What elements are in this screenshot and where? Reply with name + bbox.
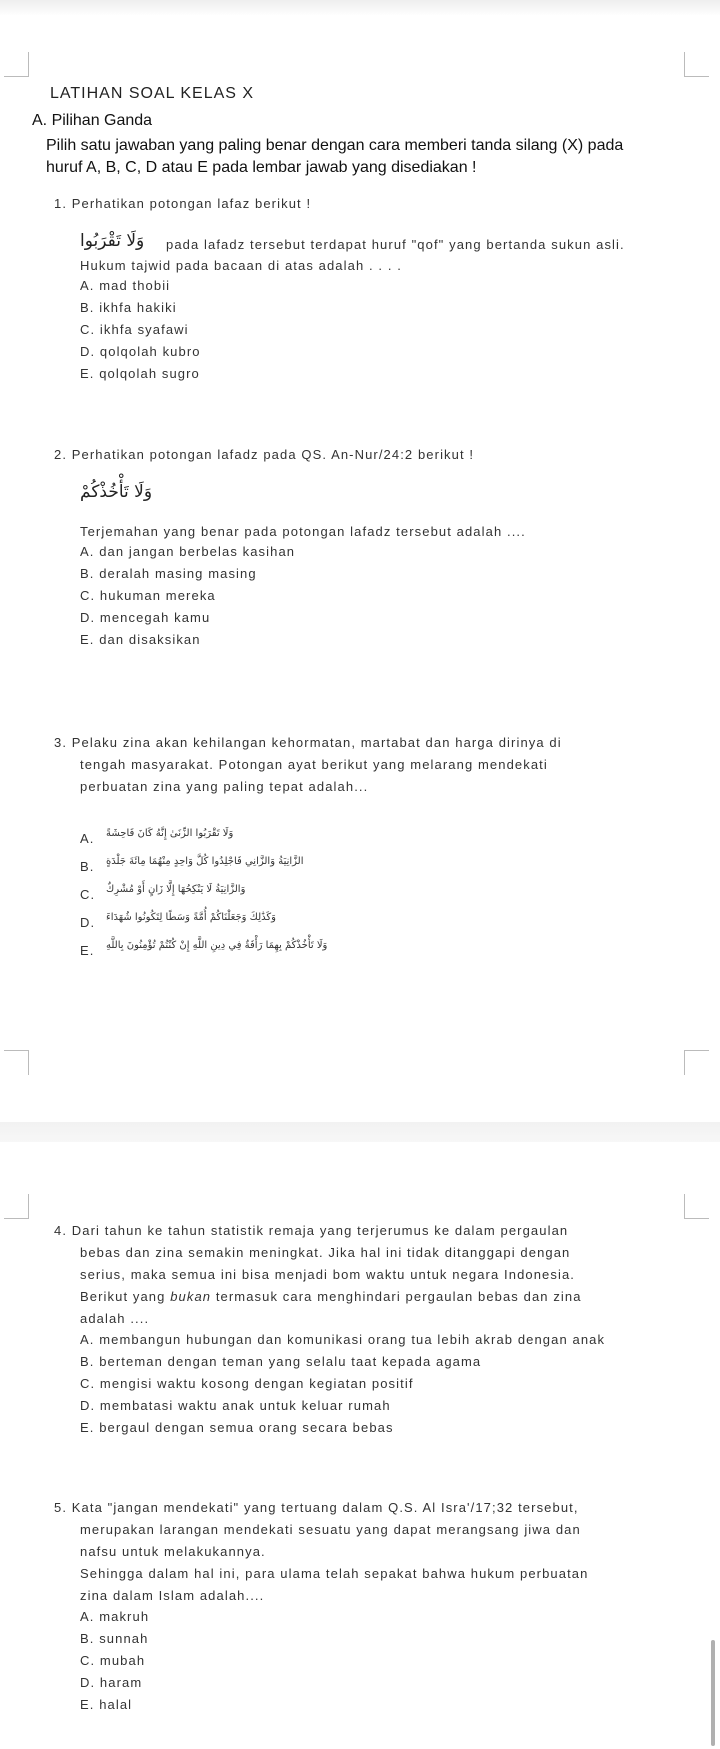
question-3-option-arabic: وَلَا تَقْرَبُوا الزِّنَىٰ إِنَّهُ كَانَ فَاحِشَةً xyxy=(106,828,234,839)
question-3-option-letter: E. xyxy=(80,943,95,958)
question-5-stem: Sehingga dalam hal ini, para ulama telah sepakat bahwa hukum perbuatan xyxy=(80,1566,589,1581)
question-2-stem: Terjemahan yang benar pada potongan lafadz tersebut adalah .... xyxy=(80,524,526,539)
page-separator xyxy=(0,1122,720,1142)
question-5-option: C. mubah xyxy=(80,1653,146,1668)
question-4-stem: adalah .... xyxy=(80,1311,150,1326)
page-corner-mark xyxy=(684,1194,709,1219)
question-4-stem-part: termasuk cara menghindari pergaulan bebas dan zina xyxy=(211,1289,582,1304)
question-4-option: C. mengisi waktu kosong dengan kegiatan positif xyxy=(80,1376,414,1391)
question-3-option-letter: B. xyxy=(80,859,95,874)
question-3-option-letter: C. xyxy=(80,887,96,902)
vertical-scrollbar[interactable] xyxy=(711,1640,715,1746)
question-4-stem: serius, maka semua ini bisa menjadi bom waktu untuk negara Indonesia. xyxy=(80,1267,576,1282)
question-1-option: C. ikhfa syafawi xyxy=(80,322,189,337)
question-3-option-letter: D. xyxy=(80,915,96,930)
question-4-option: D. membatasi waktu anak untuk keluar rumah xyxy=(80,1398,391,1413)
question-3-stem: 3. Pelaku zina akan kehilangan kehormatan, martabat dan harga dirinya di xyxy=(54,735,562,750)
page-corner-mark xyxy=(684,1050,709,1075)
instruction-line: huruf A, B, C, D atau E pada lembar jawab yang disediakan ! xyxy=(46,159,477,176)
question-1-stem: 1. Perhatikan potongan lafaz berikut ! xyxy=(54,196,312,211)
question-5-option: B. sunnah xyxy=(80,1631,149,1646)
question-1-option: B. ikhfa hakiki xyxy=(80,300,177,315)
question-1-stem: Hukum tajwid pada bacaan di atas adalah . . . . xyxy=(80,258,402,273)
viewer-top-shade xyxy=(0,0,720,16)
question-3-option-arabic: الزَّانِيَةُ وَالزَّانِي فَاجْلِدُوا كُلَّ وَاحِدٍ مِنْهُمَا مِائَةَ جَلْدَةٍ xyxy=(106,856,304,867)
question-3-stem: tengah masyarakat. Potongan ayat berikut yang melarang mendekati xyxy=(80,757,548,772)
instruction-line: Pilih satu jawaban yang paling benar dengan cara memberi tanda silang (X) pada xyxy=(46,137,624,154)
question-3-option-letter: A. xyxy=(80,831,95,846)
question-1-stem: pada lafadz tersebut terdapat huruf "qof" yang bertanda sukun asli. xyxy=(166,237,625,252)
question-4-option: B. berteman dengan teman yang selalu taat kepada agama xyxy=(80,1354,482,1369)
question-2-arabic: وَلَا تَأْخُذْكُمْ xyxy=(80,482,153,502)
question-3-option-arabic: وَالزَّانِيَةُ لَا يَنْكِحُهَا إِلَّا زَانٍ أَوْ مُشْرِكٌ xyxy=(106,884,246,895)
document-page-1 xyxy=(0,16,720,1122)
page-corner-mark xyxy=(4,1194,29,1219)
question-5-stem: merupakan larangan mendekati sesuatu yang dapat merangsang jiwa dan xyxy=(80,1522,581,1537)
question-5-stem: zina dalam Islam adalah.... xyxy=(80,1588,265,1603)
question-5-stem: 5. Kata "jangan mendekati" yang tertuang dalam Q.S. Al Isra'/17;32 tersebut, xyxy=(54,1500,579,1515)
question-4-stem: 4. Dari tahun ke tahun statistik remaja yang terjerumus ke dalam pergaulan xyxy=(54,1223,569,1238)
question-5-option: D. haram xyxy=(80,1675,143,1690)
page-corner-mark xyxy=(684,52,709,77)
question-3-option-arabic: وَلَا تَأْخُذْكُمْ بِهِمَا رَأْفَةٌ فِي دِينِ اللَّهِ إِنْ كُنْتُمْ تُؤْمِنُونَ بِاللَّهِ xyxy=(106,940,328,951)
section-heading: A. Pilihan Ganda xyxy=(32,112,153,129)
question-5-stem: nafsu untuk melakukannya. xyxy=(80,1544,266,1559)
question-3-option-arabic: وَكَذَٰلِكَ وَجَعَلْنَاكُمْ أُمَّةً وَسَطًا لِتَكُونُوا شُهَدَاءَ xyxy=(106,912,276,923)
question-4-stem-part: Berikut yang xyxy=(80,1289,171,1304)
question-1-option: D. qolqolah kubro xyxy=(80,344,201,359)
page-corner-mark xyxy=(4,1050,29,1075)
page-corner-mark xyxy=(4,52,29,77)
question-4-stem xyxy=(80,1286,582,1308)
question-4-emphasis: bukan xyxy=(170,1289,212,1304)
question-1-option: E. qolqolah sugro xyxy=(80,366,200,381)
question-4-stem: bebas dan zina semakin meningkat. Jika hal ini tidak ditanggapi dengan xyxy=(80,1245,571,1260)
page-title: LATIHAN SOAL KELAS X xyxy=(50,85,255,102)
question-3-stem: perbuatan zina yang paling tepat adalah... xyxy=(80,779,369,794)
question-4-option: E. bergaul dengan semua orang secara bebas xyxy=(80,1420,394,1435)
question-5-option: A. makruh xyxy=(80,1609,150,1624)
question-2-option: A. dan jangan berbelas kasihan xyxy=(80,544,296,559)
question-1-option: A. mad thobii xyxy=(80,278,171,293)
question-2-option: C. hukuman mereka xyxy=(80,588,216,603)
question-2-stem: 2. Perhatikan potongan lafadz pada QS. An-Nur/24:2 berikut ! xyxy=(54,447,475,462)
question-4-option: A. membangun hubungan dan komunikasi orang tua lebih akrab dengan anak xyxy=(80,1332,606,1347)
question-5-option: E. halal xyxy=(80,1697,133,1712)
question-2-option: E. dan disaksikan xyxy=(80,632,201,647)
question-2-option: B. deralah masing masing xyxy=(80,566,257,581)
question-2-option: D. mencegah kamu xyxy=(80,610,211,625)
question-1-arabic: وَلَا تَقْرَبُوا xyxy=(80,231,145,251)
